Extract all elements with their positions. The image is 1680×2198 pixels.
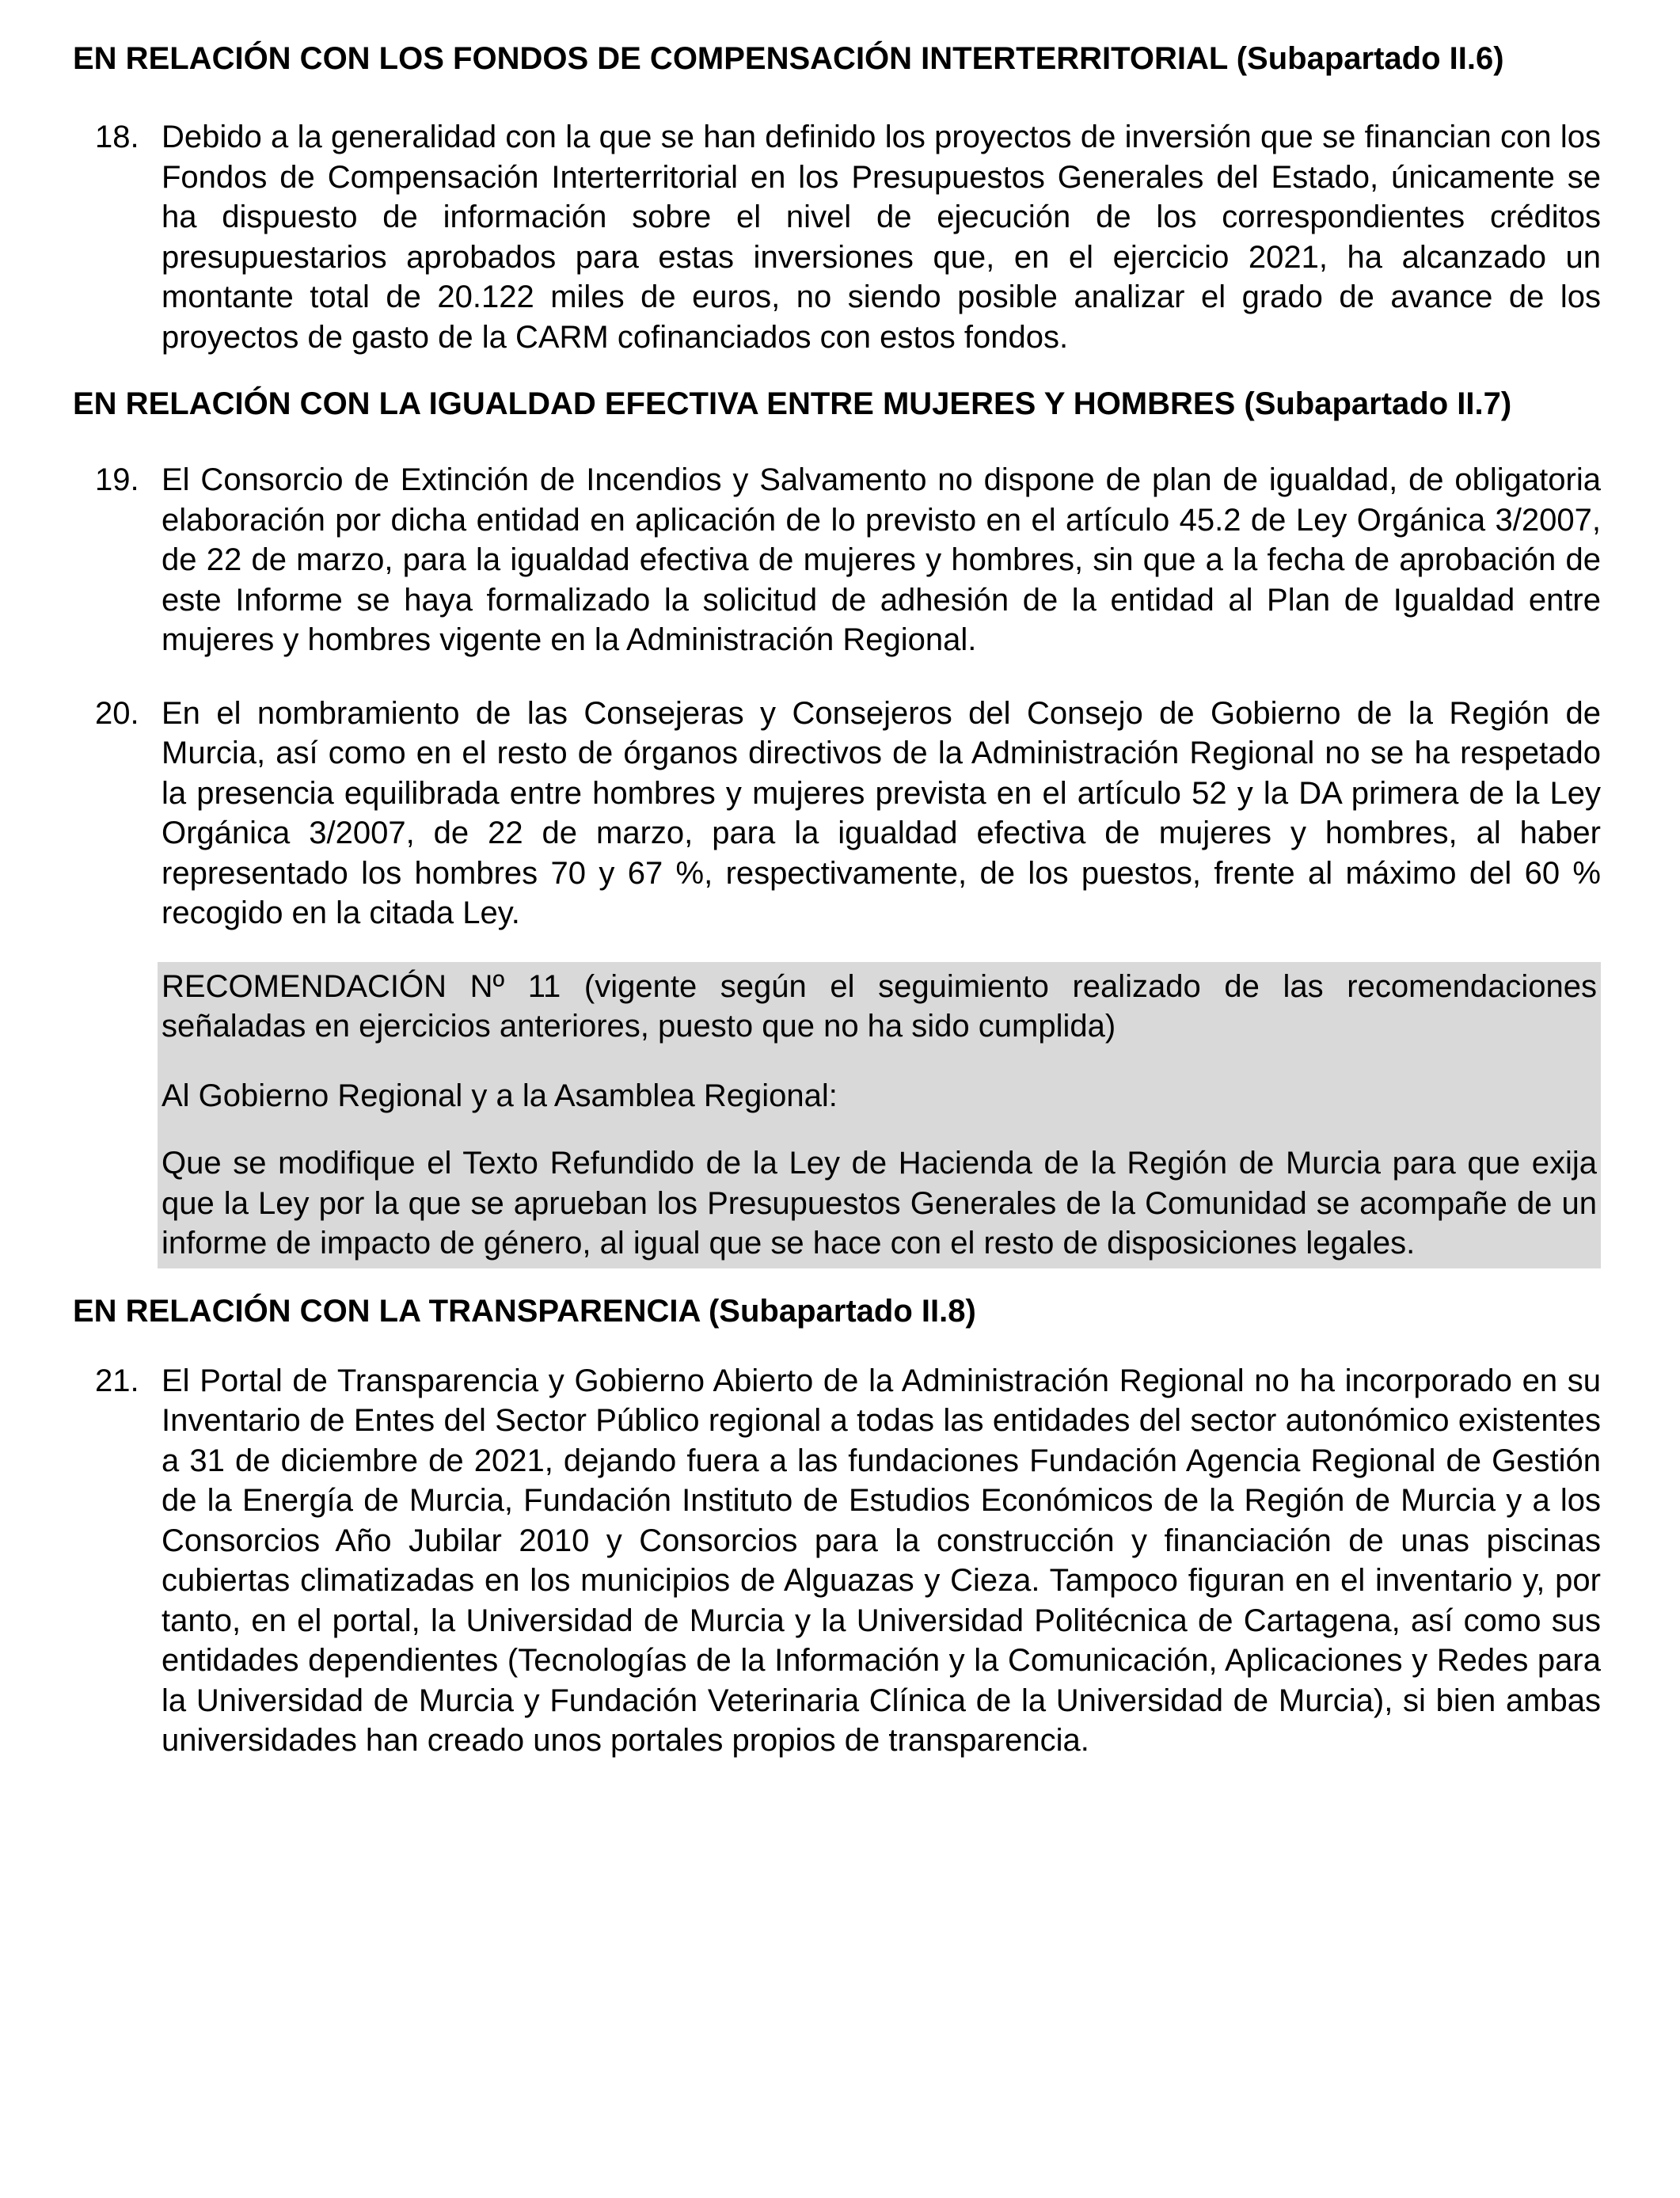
recommendation-box (158, 962, 1601, 1268)
numbered-paragraph-18 (73, 117, 1601, 357)
paragraph-number: 18. (95, 120, 139, 154)
paragraph-number: 21. (95, 1363, 139, 1398)
numbered-paragraph-19 (73, 460, 1601, 660)
paragraph-text: Debido a la generalidad con la que se han definido los proyectos de inversión que se financian con los Fondos de Compensación Interterritorial en los Presupuestos Generales del Estado, únicamente se ha dispuesto de información sobre el nivel de ejecución de los correspondientes créditos presupuestarios aprobados para estas inversiones que, en el ejercicio 2021, ha alcanzado un montante total de 20.122 miles de euros, no siendo posible analizar el grado de avance de los proyectos de gasto de la CARM cofinanciados con estos fondos. (162, 120, 1601, 355)
paragraph-number: 19. (95, 462, 139, 497)
document-page (73, 38, 1601, 1761)
recommendation-addressee: Al Gobierno Regional y a la Asamblea Regional: (162, 1078, 838, 1113)
numbered-paragraph-21 (73, 1361, 1601, 1761)
section-heading-compensacion: EN RELACIÓN CON LOS FONDOS DE COMPENSACIÓN INTERTERRITORIAL (Subapartado II.6) (73, 41, 1504, 76)
numbered-paragraph-20 (73, 694, 1601, 934)
recommendation-title: RECOMENDACIÓN Nº 11 (vigente según el seguimiento realizado de las recomendaciones señaladas en ejercicios anteriores, puesto que no ha sido cumplida) (162, 968, 1597, 1044)
paragraph-text: El Consorcio de Extinción de Incendios y Salvamento no dispone de plan de igualdad, de obligatoria elaboración por dicha entidad en aplicación de lo previsto en el artículo 45.2 de Ley Orgánica 3/2007, de 22 de marzo, para la igualdad efectiva de mujeres y hombres, sin que a la fecha de aprobación de este Informe se haya formalizado la solicitud de adhesión de la entidad al Plan de Igualdad entre mujeres y hombres vigente en la Administración Regional. (162, 462, 1601, 657)
recommendation-body: Que se modifique el Texto Refundido de la Ley de Hacienda de la Región de Murcia para que exija que la Ley por la que se aprueban los Presupuestos Generales de la Comunidad se acompañe de un informe de impacto de género, al igual que se hace con el resto de disposiciones legales. (162, 1146, 1597, 1261)
paragraph-text: El Portal de Transparencia y Gobierno Abierto de la Administración Regional no ha incorporado en su Inventario de Entes del Sector Público regional a todas las entidades del sector autonómico existentes a 31 de diciembre de 2021, dejando fuera a las fundaciones Fundación Agencia Regional de Gestión de la Energía de Murcia, Fundación Instituto de Estudios Económicos de la Región de Murcia y a los Consorcios Año Jubilar 2010 y Consorcios para la construcción y financiación de unas piscinas cubiertas climatizadas en los municipios de Alguazas y Cieza. Tampoco figuran en el inventario y, por tanto, en el portal, la Universidad de Murcia y la Universidad Politécnica de Cartagena, así como sus entidades dependientes (Tecnologías de la Información y la Comunicación, Aplicaciones y Redes para la Universidad de Murcia y Fundación Veterinaria Clínica de la Universidad de Murcia), si bien ambas universidades han creado unos portales propios de transparencia. (162, 1363, 1601, 1758)
paragraph-number: 20. (95, 695, 139, 731)
section-heading-igualdad: EN RELACIÓN CON LA IGUALDAD EFECTIVA ENTRE MUJERES Y HOMBRES (Subapartado II.7) (73, 386, 1512, 421)
section-heading-transparencia: EN RELACIÓN CON LA TRANSPARENCIA (Subapartado II.8) (73, 1293, 976, 1329)
paragraph-text: En el nombramiento de las Consejeras y Consejeros del Consejo de Gobierno de la Región de Murcia, así como en el resto de órganos directivos de la Administración Regional no se ha respetado la presencia equilibrada entre hombres y mujeres prevista en el artículo 52 y la DA primera de la Ley Orgánica 3/2007, de 22 de marzo, para la igualdad efectiva de mujeres y hombres, al haber representado los hombres 70 y 67 %, respectivamente, de los puestos, frente al máximo del 60 % recogido en la citada Ley. (162, 695, 1601, 930)
